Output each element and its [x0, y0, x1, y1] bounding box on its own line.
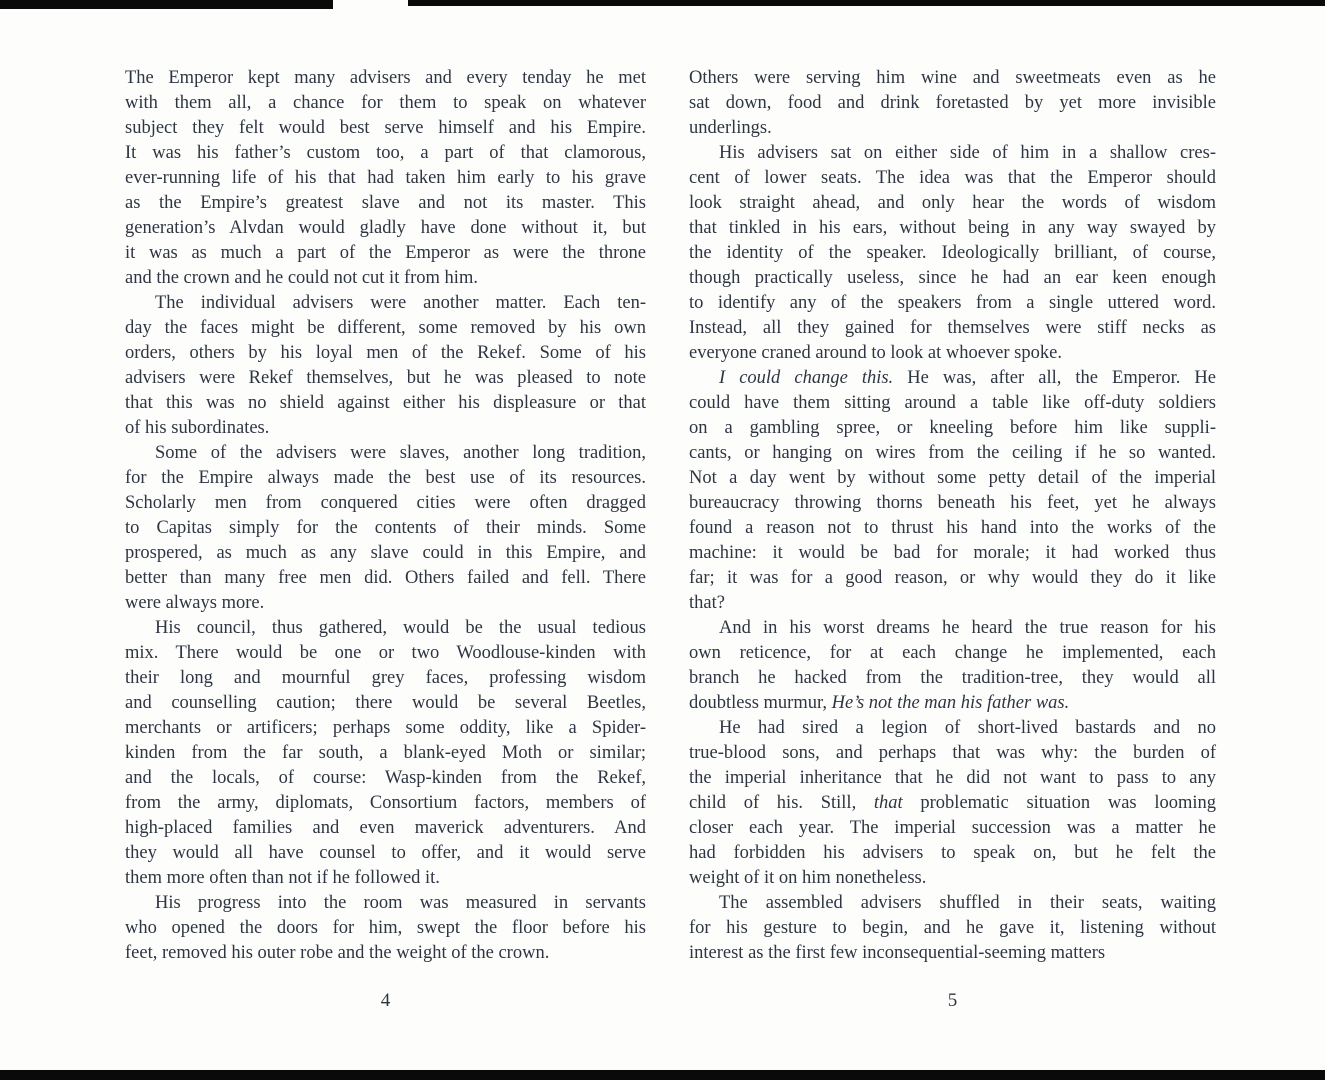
text-line: look straight ahead, and only hear the words of wisdom — [689, 193, 1216, 213]
scan-edge-mark-top-right — [408, 0, 1325, 6]
text-line: The individual advisers were another matter. Each ten- — [155, 293, 646, 313]
text-line: true-blood sons, and perhaps that was why: the burden of — [689, 743, 1216, 763]
text-line: for his gesture to begin, and he gave it, listening without — [689, 918, 1216, 938]
text-line: could have them sitting around a table like off-duty soldiers — [689, 393, 1216, 413]
text-line: their long and mournful grey faces, professing wisdom — [125, 668, 646, 688]
text-line: that? — [689, 593, 725, 613]
text-line: weight of it on him nonetheless. — [689, 868, 927, 888]
text-line: sat down, food and drink foretasted by yet more invisible — [689, 93, 1216, 113]
text-line: high-placed families and even maverick adventurers. And — [125, 818, 646, 838]
text-line: cants, or hanging on wires from the ceiling if he so wanted. — [689, 443, 1216, 463]
text-line: And in his worst dreams he heard the true reason for his — [719, 618, 1216, 638]
text-line: orders, others by his loyal men of the Rekef. Some of his — [125, 343, 646, 363]
text-line: for the Empire always made the best use of its resources. — [125, 468, 646, 488]
text-line: Not a day went by without some petty detail of the imperial — [689, 468, 1216, 488]
text-line: from the army, diplomats, Consortium factors, members of — [125, 793, 646, 813]
text-line: the imperial inheritance that he did not want to pass to any — [689, 768, 1216, 788]
scan-edge-mark-bottom — [0, 1070, 1325, 1080]
text-line: mix. There would be one or two Woodlouse-kinden with — [125, 643, 646, 663]
text-line: better than many free men did. Others failed and fell. There — [125, 568, 646, 588]
text-line: though practically useless, since he had an ear keen enough — [689, 268, 1216, 288]
text-line: the identity of the speaker. Ideologically brilliant, of course, — [689, 243, 1216, 263]
text-line: of his subordinates. — [125, 418, 270, 438]
text-line: had forbidden his advisers to speak on, but he felt the — [689, 843, 1216, 863]
text-line: ever-running life of his that had taken him early to his grave — [125, 168, 646, 188]
text-line: they would all have counsel to offer, and it would serve — [125, 843, 646, 863]
text-line: on a gambling spree, or kneeling before him like suppli- — [689, 418, 1216, 438]
text-line: everyone craned around to look at whoever spoke. — [689, 343, 1062, 363]
text-line: The assembled advisers shuffled in their seats, waiting — [719, 893, 1216, 913]
text-line: generation’s Alvdan would gladly have done without it, but — [125, 218, 646, 238]
page-5-text-column — [689, 66, 1216, 966]
text-line: He had sired a legion of short-lived bastards and no — [719, 718, 1216, 738]
text-line: cent of lower seats. The idea was that the Emperor should — [689, 168, 1216, 188]
text-line: with them all, a chance for them to speak on whatever — [125, 93, 646, 113]
text-line: merchants or artificers; perhaps some oddity, like a Spider- — [125, 718, 646, 738]
text-line: own reticence, for at each change he implemented, each — [689, 643, 1216, 663]
text-line: underlings. — [689, 118, 772, 138]
text-line: and the crown and he could not cut it from him. — [125, 268, 478, 288]
text-line: doubtless murmur, He’s not the man his father was. — [689, 693, 1070, 713]
scan-edge-mark-top-left — [0, 0, 333, 9]
text-line: far; it was for a good reason, or why would they do it like — [689, 568, 1216, 588]
text-line: machine: it would be bad for morale; it had worked thus — [689, 543, 1216, 563]
text-line: bureaucracy throwing thorns beneath his feet, yet he always — [689, 493, 1216, 513]
text-line: feet, removed his outer robe and the weight of the crown. — [125, 943, 550, 963]
text-line: advisers were Rekef themselves, but he was pleased to note — [125, 368, 646, 388]
text-line: kinden from the far south, a blank-eyed Moth or similar; — [125, 743, 646, 763]
text-line: and counselling caution; there would be several Beetles, — [125, 693, 646, 713]
text-line: that tinkled in his ears, without being in any way swayed by — [689, 218, 1216, 238]
text-line: who opened the doors for him, swept the floor before his — [125, 918, 646, 938]
text-line: The Emperor kept many advisers and every tenday he met — [125, 68, 646, 88]
page-4-number: 4 — [380, 990, 391, 1011]
text-line: Others were serving him wine and sweetmeats even as he — [689, 68, 1216, 88]
text-line: I could change this. He was, after all, the Emperor. He — [719, 368, 1216, 388]
text-line: it was as much a part of the Emperor as were the throne — [125, 243, 646, 263]
text-line: Some of the advisers were slaves, another long tradition, — [155, 443, 646, 463]
text-line: closer each year. The imperial succession was a matter he — [689, 818, 1216, 838]
text-line: them more often than not if he followed it. — [125, 868, 440, 888]
text-line: subject they felt would best serve himself and his Empire. — [125, 118, 646, 138]
text-line: prospered, as much as any slave could in this Empire, and — [125, 543, 646, 563]
text-line: Instead, all they gained for themselves were stiff necks as — [689, 318, 1216, 338]
text-line: that this was no shield against either his displeasure or that — [125, 393, 646, 413]
page-4-text-column — [125, 66, 646, 966]
text-line: It was his father’s custom too, a part of that clamorous, — [125, 143, 646, 163]
text-line: were always more. — [125, 593, 265, 613]
text-line: His progress into the room was measured in servants — [155, 893, 646, 913]
text-line: His advisers sat on either side of him in a shallow cres- — [719, 143, 1216, 163]
text-line: found a reason not to thrust his hand into the works of the — [689, 518, 1216, 538]
page-5-number: 5 — [947, 990, 958, 1011]
text-line: day the faces might be different, some removed by his own — [125, 318, 646, 338]
text-line: and the locals, of course: Wasp-kinden from the Rekef, — [125, 768, 646, 788]
text-line: to identify any of the speakers from a single uttered word. — [689, 293, 1216, 313]
text-line: to Capitas simply for the contents of their minds. Some — [125, 518, 646, 538]
text-line: interest as the first few inconsequential-seeming matters — [689, 943, 1106, 963]
text-line: as the Empire’s greatest slave and not its master. This — [125, 193, 646, 213]
text-line: branch he hacked from the tradition-tree, they would all — [689, 668, 1216, 688]
text-line: His council, thus gathered, would be the usual tedious — [155, 618, 646, 638]
text-line: Scholarly men from conquered cities were often dragged — [125, 493, 646, 513]
text-line: child of his. Still, that problematic situation was looming — [689, 793, 1217, 813]
